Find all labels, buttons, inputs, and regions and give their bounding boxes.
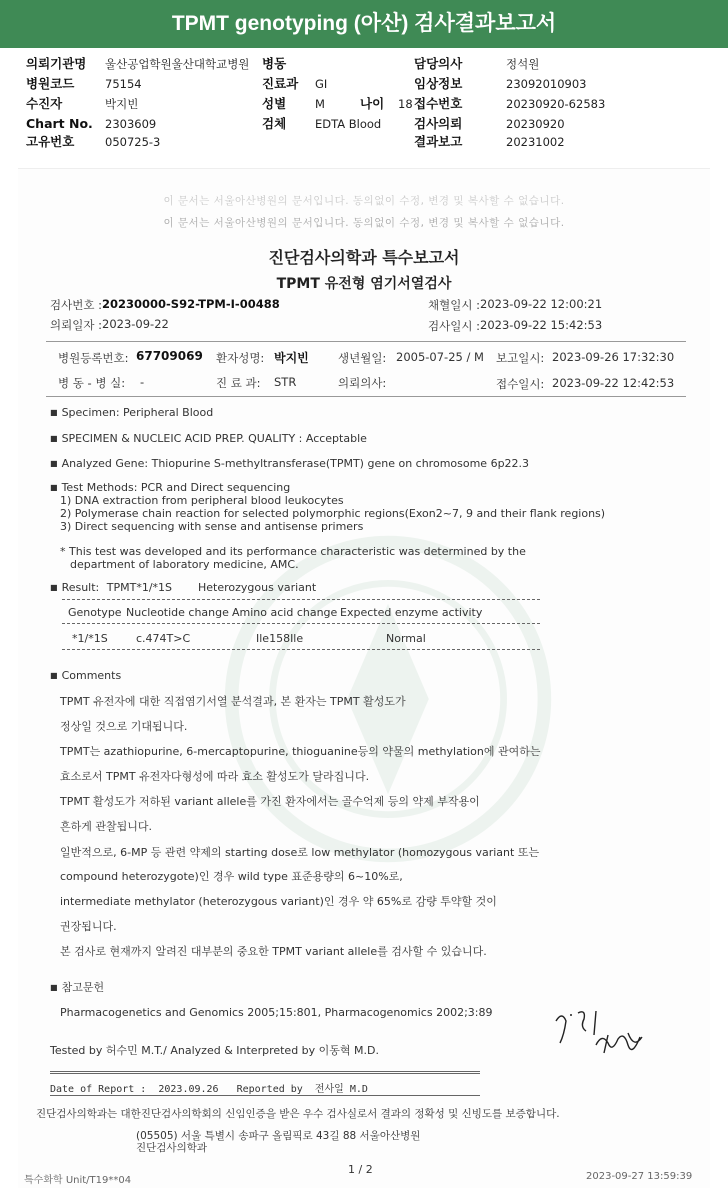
footer-unit: 특수화학 Unit/T19**04: [24, 1175, 132, 1186]
result-value: TPMT*1/*1S: [106, 581, 173, 594]
gene-line: ■ Analyzed Gene: Thiopurine S-methyltransferase(TPMT) gene on chromosome 6p22.3: [50, 457, 530, 470]
signature-divider: [50, 1071, 480, 1074]
value-sex: M: [315, 97, 325, 111]
value-unique-no: 050725-3: [105, 135, 161, 149]
patient-info-box: [46, 341, 686, 397]
th-nucleotide: Nucleotide change: [126, 606, 229, 619]
value-specimen: EDTA Blood: [315, 117, 382, 131]
dept-name: 진단검사의학과: [136, 1142, 208, 1154]
label-unique-no: 고유번호: [26, 134, 75, 149]
label-chart-no: Chart No.: [26, 116, 93, 131]
label-specimen: 검체: [262, 116, 287, 131]
result-line: ■ Result: TPMT*1/*1S Heterozygous variant: [50, 581, 317, 594]
request-date: 2023-09-22: [102, 317, 169, 331]
comment-1: TPMT 유전자에 대한 직접염기서열 분석결과, 본 환자는 TPMT 활성도가: [60, 695, 406, 708]
request-label: 의뢰일자 :: [50, 318, 102, 332]
header-info: [0, 0, 728, 160]
result-divider: [62, 599, 540, 600]
doctor-label: 의뢰의사:: [338, 376, 387, 390]
label-hospital-code: 병원코드: [26, 76, 75, 91]
comment-8: compound heterozygote)인 경우 wild type 표준용량의 6~10%로,: [60, 870, 403, 883]
table-divider: [62, 623, 540, 624]
tested-by: Tested by 허수민 M.T./ Analyzed & Interpreted by 이동혁 M.D.: [50, 1044, 379, 1057]
value-department: GI: [315, 77, 328, 91]
method-1: 1) DNA extraction from peripheral blood leukocytes: [60, 494, 344, 507]
refs: Pharmacogenetics and Genomics 2005;15:801, Pharmacogenomics 2002;3:89: [60, 1006, 493, 1019]
value-chart-no: 2303609: [105, 117, 157, 131]
ward-label: 병 동 - 병 실:: [58, 376, 126, 390]
patient-name: 박지빈: [274, 351, 309, 365]
footer-timestamp: 2023-09-27 13:59:39: [586, 1171, 693, 1182]
label-ward: 병동: [262, 56, 287, 71]
comment-2: 정상일 것으로 기대됩니다.: [60, 720, 188, 733]
received-time: 2023-09-22 12:42:53: [552, 376, 675, 390]
document-subtitle: TPMT 유전형 염기서열검사: [276, 276, 452, 292]
label-patient: 수진자: [26, 96, 63, 111]
report-time: 2023-09-26 17:32:30: [552, 350, 675, 364]
label-receipt-no: 접수번호: [414, 96, 463, 111]
td-amino-acid: Ile158Ile: [256, 632, 304, 645]
label-doctor: 담당의사: [414, 56, 463, 71]
comment-5: TPMT 활성도가 저하된 variant allele를 가진 환자에서는 골수억제 등의 약제 부작용이: [60, 795, 480, 808]
td-nucleotide: c.474T>C: [136, 632, 191, 645]
value-result-report: 20231002: [506, 135, 565, 149]
reg-no: 67709069: [136, 349, 203, 363]
value-clinical-info: 23092010903: [506, 77, 587, 91]
copy-notice: 이 문서는 서울아산병원의 문서입니다. 동의없이 수정, 변경 및 복사할 수 없습니다.: [163, 217, 565, 229]
value-test-request: 20230920: [506, 117, 565, 131]
dept: STR: [274, 375, 297, 389]
comment-11: 본 검사로 현재까지 알려진 대부분의 중요한 TPMT variant allele를 검사할 수 있습니다.: [60, 945, 487, 958]
label-age: 나이: [360, 96, 385, 111]
value-patient: 박지빈: [105, 97, 139, 111]
received-label: 접수일시:: [496, 377, 545, 391]
label-clinical-info: 임상정보: [414, 76, 463, 91]
ghost-notice: 이 문서는 서울아산병원의 문서입니다. 동의없이 수정, 변경 및 복사할 수 없습니다.: [163, 195, 565, 207]
report-time-label: 보고일시:: [496, 351, 545, 365]
date-divider: [50, 1095, 480, 1096]
comment-4: 효소로서 TPMT 유전자다형성에 따라 효소 활성도가 달라집니다.: [60, 770, 370, 783]
certification: 진단검사의학과는 대한진단검사의학회의 신임인증을 받은 우수 검사실로서 결과의 정확성 및 신빙도를 보증합니다.: [36, 1108, 560, 1120]
dept-label: 진 료 과:: [216, 376, 261, 390]
method-3: 3) Direct sequencing with sense and antisense primers: [60, 520, 364, 533]
result-desc: Heterozygous variant: [198, 581, 317, 594]
comment-10: 권장됩니다.: [60, 920, 117, 933]
td-genotype: *1/*1S: [72, 632, 108, 645]
quality-line: ■ SPECIMEN & NUCLEIC ACID PREP. QUALITY : Acceptable: [50, 432, 367, 445]
value-receipt-no: 20230920-62583: [506, 97, 606, 111]
td-enzyme: Normal: [386, 632, 426, 645]
value-age: 18: [398, 97, 413, 111]
collect-time: 2023-09-22 12:00:21: [480, 297, 603, 311]
date-of-report-line: Date of Report : 2023.09.26 Reported by 전사일 M.D: [50, 1084, 368, 1095]
address: (05505) 서울 특별시 송파구 올림픽로 43길 88 서울아산병원: [136, 1130, 421, 1142]
comment-9: intermediate methylator (heterozygous variant)인 경우 약 65%로 감량 투약할 것이: [60, 895, 497, 908]
refs-title: ■ 참고문헌: [50, 981, 105, 994]
dob: 2005-07-25 / M: [396, 350, 484, 364]
comment-3: TPMT는 azathiopurine, 6-mercaptopurine, thioguanine등의 약물의 methylation에 관여하는: [60, 745, 541, 758]
label-department: 진료과: [262, 76, 299, 91]
reg-no-label: 병원등록번호:: [58, 351, 129, 365]
table-bottom-divider: [62, 649, 540, 650]
method-2: 2) Polymerase chain reaction for selected polymorphic regions(Exon2~7, 9 and their flank regions): [60, 507, 606, 520]
th-enzyme: Expected enzyme activity: [340, 606, 483, 619]
collect-label: 채혈일시 :: [428, 298, 480, 312]
label-test-request: 검사의뢰: [414, 116, 463, 131]
value-hospital-code: 75154: [105, 77, 142, 91]
test-no-label: 검사번호 :: [50, 298, 102, 312]
th-amino-acid: Amino acid change: [232, 606, 338, 619]
th-genotype: Genotype: [68, 606, 122, 619]
dob-label: 생년월일:: [338, 351, 387, 365]
label-result-report: 결과보고: [414, 134, 463, 149]
value-doctor: 정석원: [506, 57, 540, 71]
value-institution: 울산공업학원울산대학교병원: [105, 57, 250, 71]
comments-title: ■ Comments: [50, 669, 122, 682]
handwritten-signature-icon: [548, 1005, 658, 1067]
test-no: 20230000-S92-TPM-I-00488: [102, 297, 280, 311]
disclaimer-1: * This test was developed and its performance characteristic was determined by the: [60, 545, 526, 558]
exam-time: 2023-09-22 15:42:53: [480, 318, 603, 332]
label-institution: 의뢰기관명: [26, 56, 87, 71]
comment-7: 일반적으로, 6-MP 등 관련 약제의 starting dose로 low methylator (homozygous variant 또는: [60, 846, 540, 859]
disclaimer-2: department of laboratory medicine, AMC.: [70, 558, 299, 571]
label-sex: 성별: [262, 96, 287, 111]
exam-label: 검사일시 :: [428, 319, 480, 333]
page-number: 1 / 2: [348, 1163, 373, 1176]
comment-6: 흔하게 관찰됩니다.: [60, 820, 153, 833]
methods-title: ■ Test Methods: PCR and Direct sequencing: [50, 481, 291, 494]
scanned-report: [18, 168, 710, 1188]
report-title: TPMT genotyping (아산) 검사결과보고서: [0, 0, 728, 48]
ward: -: [140, 375, 145, 389]
patient-name-label: 환자성명:: [216, 351, 265, 365]
specimen-line: ■ Specimen: Peripheral Blood: [50, 406, 214, 419]
document-title: 진단검사의학과 특수보고서: [268, 248, 460, 267]
